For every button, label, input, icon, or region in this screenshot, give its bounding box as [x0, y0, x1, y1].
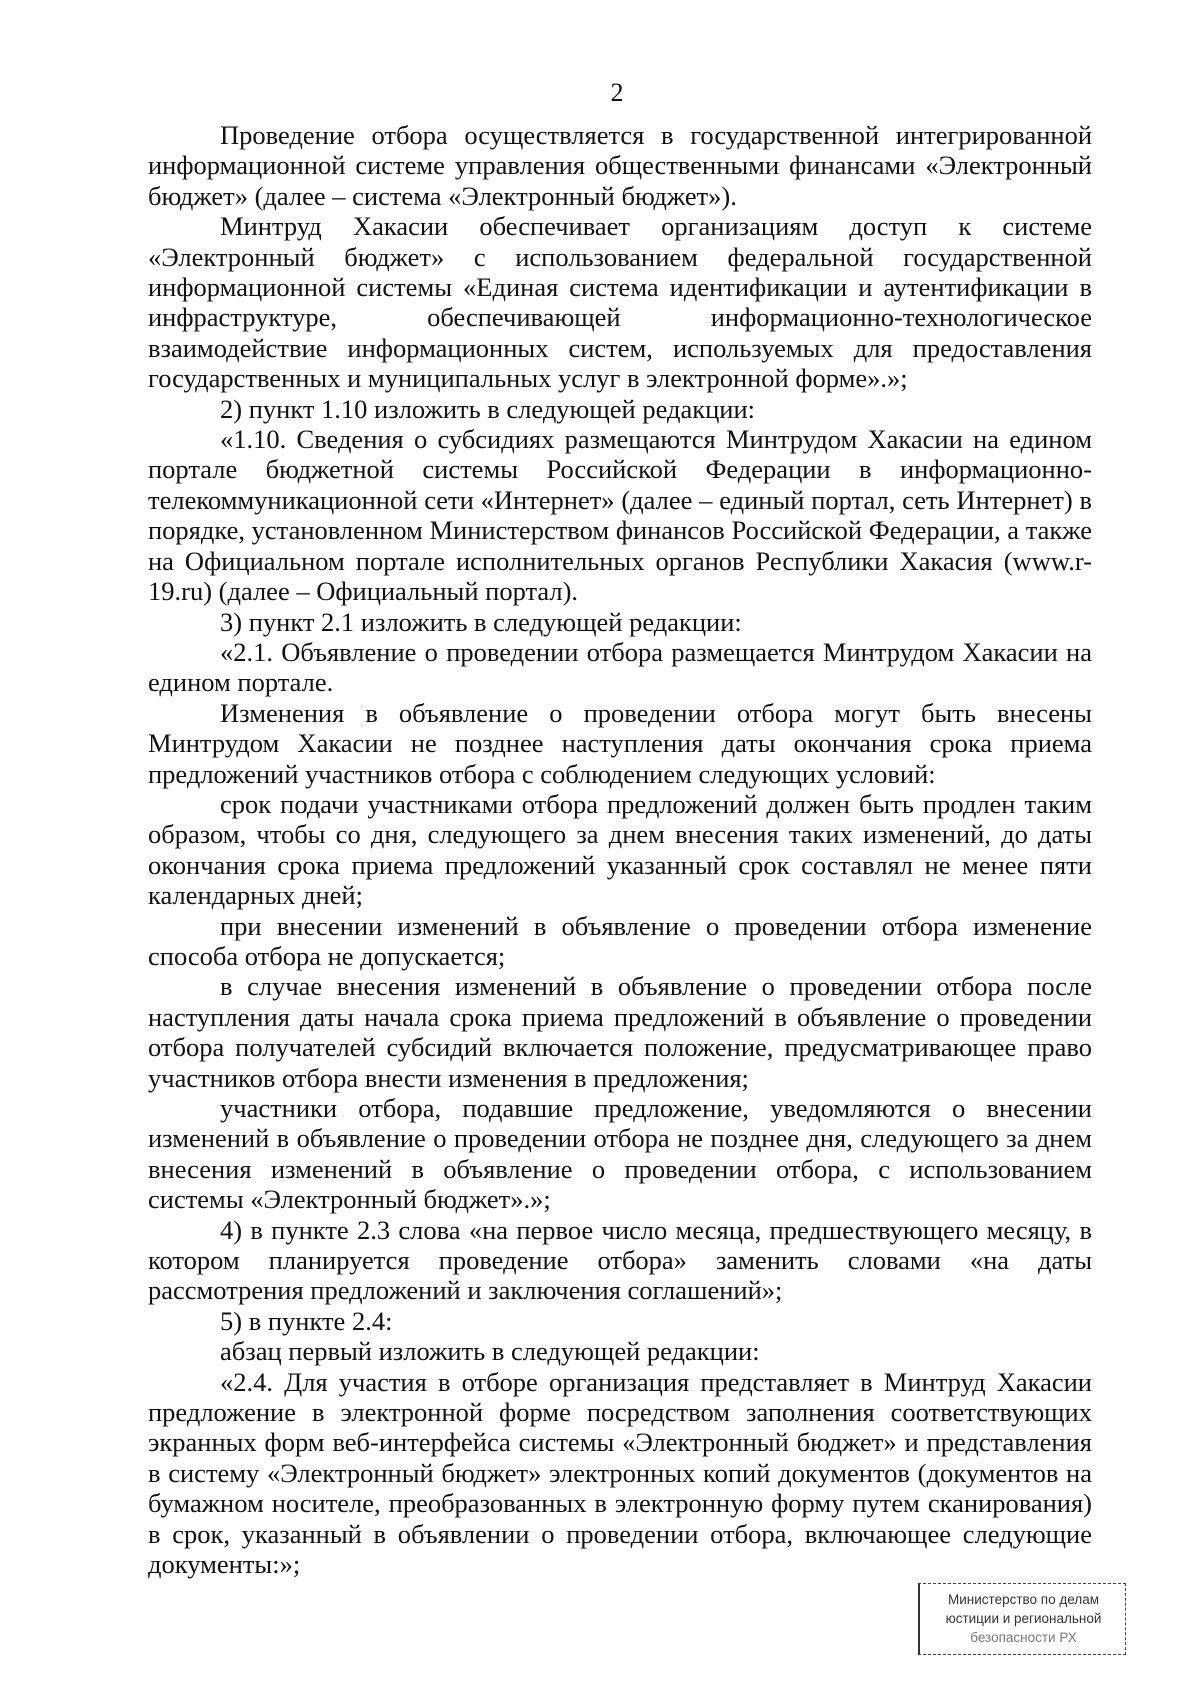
document-body [148, 120, 1092, 1580]
stamp-line: безопасности РХ [970, 1630, 1077, 1645]
paragraph: 3) пункт 2.1 изложить в следующей редакции: [220, 606, 742, 637]
stamp-line: Министерство по делам [948, 1592, 1099, 1607]
paragraph: Изменения в объявление о проведении отбора могут быть внесены Минтрудом Хакасии не позднее наступления даты окончания срока приема предложений участников отбора с соблюдением следующих условий: [148, 697, 1092, 789]
paragraph: 5) в пункте 2.4: [220, 1305, 393, 1336]
paragraph: 2) пункт 1.10 изложить в следующей редакции: [220, 393, 756, 424]
paragraph: абзац первый изложить в следующей редакции: [220, 1336, 760, 1367]
paragraph: срок подачи участниками отбора предложений должен быть продлен таким образом, чтобы со дня, следующего за днем внесения таких изменений, до даты окончания срока приема предложений указанный срок составлял не менее пяти календарных дней; [148, 788, 1092, 911]
paragraph: Проведение отбора осуществляется в государственной интегрированной информационной системе управления общественными финансами «Электронный бюджет» (далее – система «Электронный бюджет»). [148, 120, 1092, 211]
paragraph: «1.10. Сведения о субсидиях размещаются Минтрудом Хакасии на едином портале бюджетной системы Российской Федерации в информационно-телекоммуникационной сети «Интернет» (далее – единый портал, сеть Интернет) в порядке, установленном Министерством финансов Российской Федерации, а также на Официальном портале исполнительных органов Республики Хакасия (www.r-19.ru) (далее – Официальный портал). [148, 424, 1092, 607]
paragraph: при внесении изменений в объявление о проведении отбора изменение способа отбора не допускается; [148, 910, 1092, 971]
stamp-line: юстиции и региональной [945, 1611, 1102, 1626]
page-number: 2 [610, 78, 624, 107]
ministry-stamp [918, 1583, 1126, 1655]
paragraph: 4) в пункте 2.3 слова «на первое число месяца, предшествующего месяцу, в котором планируется проведение отбора» заменить словами «на даты рассмотрения предложений и заключения соглашений»; [148, 1214, 1092, 1306]
paragraph: Минтруд Хакасии обеспечивает организациям доступ к системе «Электронный бюджет» с использованием федеральной государственной информационной системы «Единая система идентификации и аутентификации в инфраструктуре, обеспечивающей информационно-технологическое взаимодействие информационных систем, используемых для предоставления государственных и муниципальных услуг в электронной форме».»; [148, 211, 1092, 394]
paragraph: участники отбора, подавшие предложение, уведомляются о внесении изменений в объявление о проведении отбора не позднее дня, следующего за днем внесения изменений в объявление о проведении отбора, с использованием системы «Электронный бюджет».»; [148, 1093, 1092, 1215]
paragraph: «2.1. Объявление о проведении отбора размещается Минтрудом Хакасии на едином портале. [148, 636, 1092, 698]
paragraph: «2.4. Для участия в отборе организация представляет в Минтруд Хакасии предложение в электронной форме посредством заполнения соответствующих экранных форм веб-интерфейса системы «Электронный бюджет» и представления в систему «Электронный бюджет» электронных копий документов (документов на бумажном носителе, преобразованных в электронную форму путем сканирования) в срок, указанный в объявлении о проведении отбора, включающее следующие документы:»; [148, 1366, 1092, 1580]
paragraph: в случае внесения изменений в объявление о проведении отбора после наступления даты начала срока приема предложений в объявление о проведении отбора получателей субсидий включается положение, предусматривающее право участников отбора внести изменения в предложения; [148, 971, 1092, 1093]
